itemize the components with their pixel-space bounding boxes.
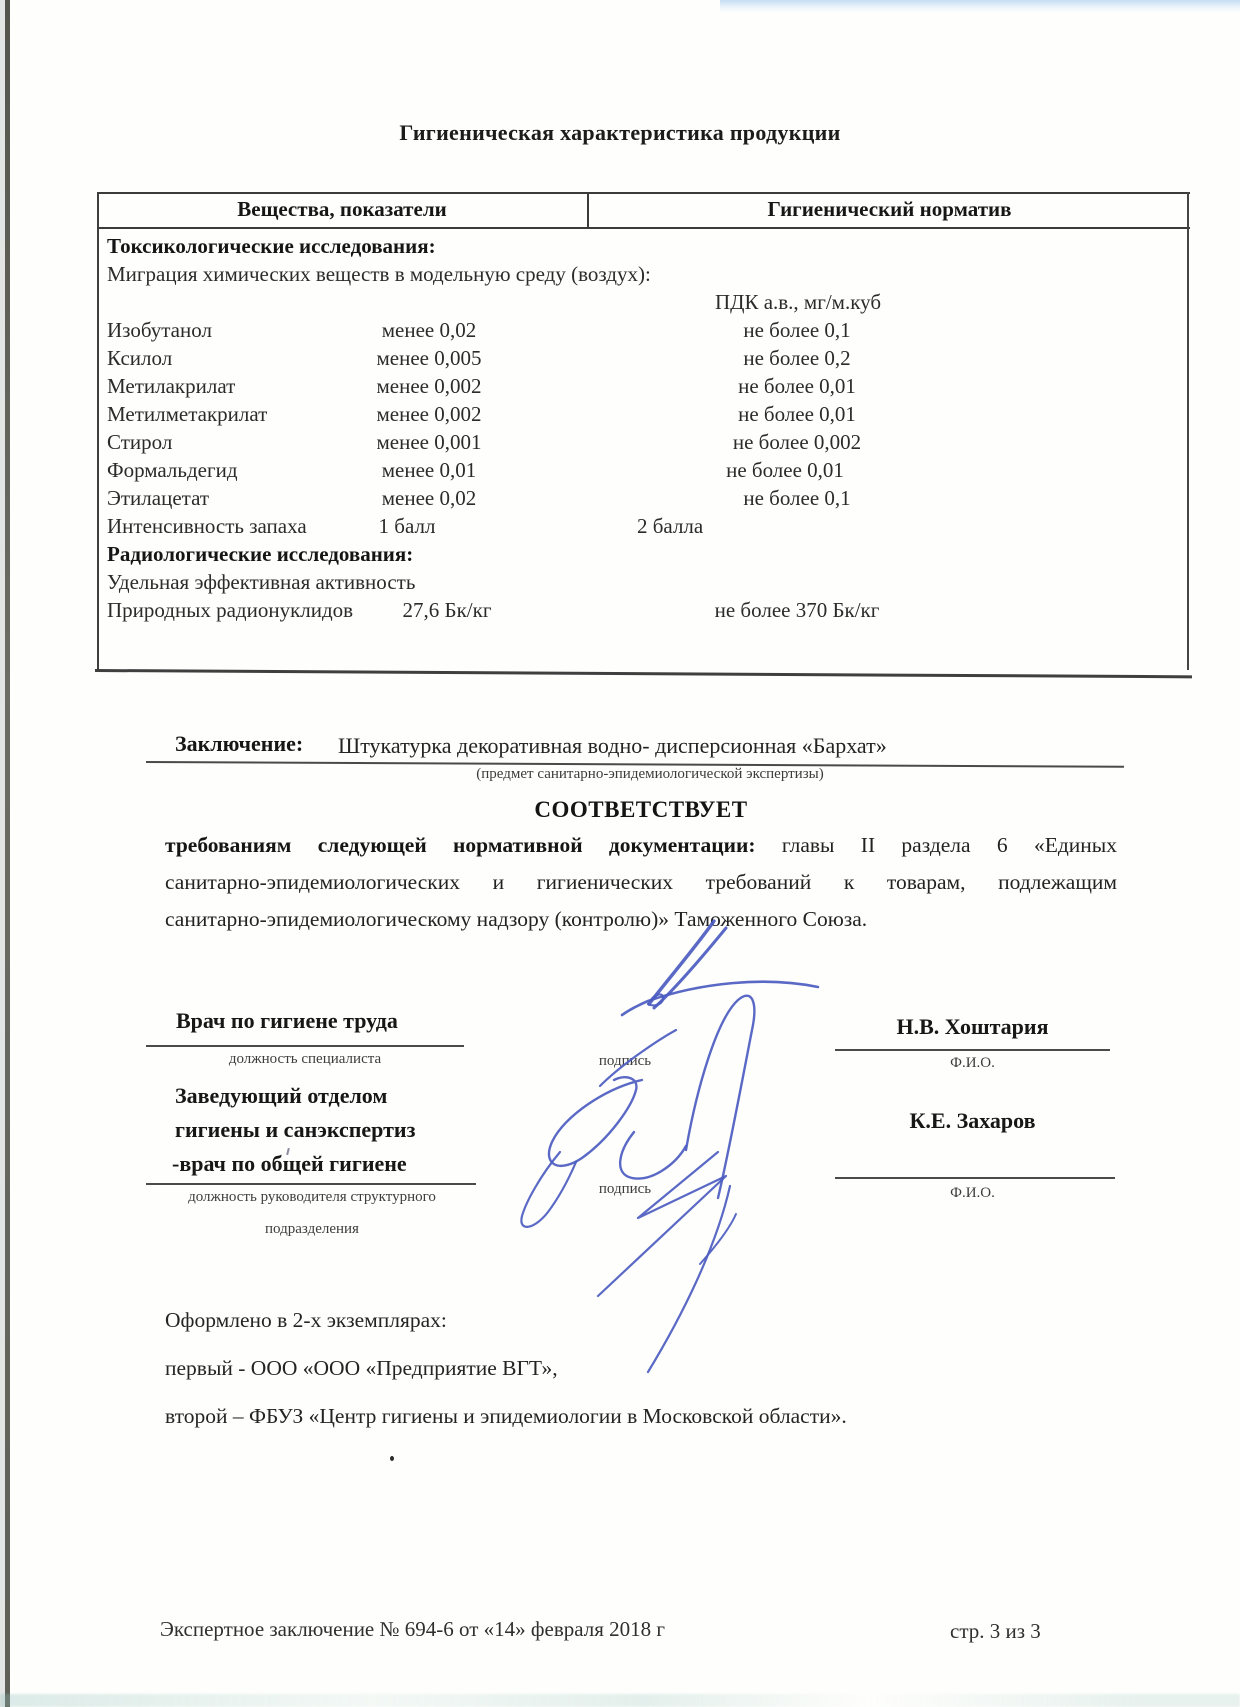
- row-substance: Метилметакрилат: [107, 402, 268, 426]
- conclusion-body-line2: санитарно-эпидемиологических и гигиенических требований к товарам, подлежащим: [165, 870, 1117, 894]
- row-norm: не более 0,002: [732, 430, 862, 454]
- signer2-position-note: должность руководителя структурного: [188, 1189, 436, 1205]
- row-value: менее 0,001: [376, 430, 482, 454]
- row-substance: Ксилол: [107, 346, 173, 370]
- copies-line2: первый - ООО «ООО «Предприятие ВГТ»,: [165, 1356, 558, 1380]
- footer-document-ref: Экспертное заключение № 694-6 от «14» февраля 2018 г: [160, 1617, 666, 1641]
- row-substance: Изобутанол: [107, 318, 212, 342]
- row-norm: не более 0,01: [726, 458, 844, 482]
- scan-edge-left-dark: [5, 0, 10, 1707]
- row-substance: Интенсивность запаха: [107, 514, 307, 538]
- signer1-position-note: должность специалиста: [228, 1051, 382, 1067]
- scan-edge-top: [720, 0, 1240, 13]
- row-value: менее 0,002: [376, 374, 482, 398]
- table-border-right: [1187, 192, 1189, 670]
- row-value: 1 балл: [378, 514, 436, 538]
- row-value: менее 0,02: [381, 486, 477, 510]
- table-border-bottom: [95, 669, 1192, 678]
- row-norm: не более 370 Бк/кг: [714, 598, 880, 622]
- row-value: 27,6 Бк/кг: [402, 598, 492, 622]
- table-border-left: [97, 192, 99, 670]
- row-norm: не более 0,01: [738, 374, 856, 398]
- signature-zakharov-ink: [521, 996, 754, 1372]
- conclusion-subject-note: (предмет санитарно-эпидемиологической экспертизы): [476, 766, 824, 782]
- row-norm: не более 0,2: [743, 346, 851, 370]
- section-radiology: Радиологические исследования:: [107, 542, 414, 566]
- row-norm: не более 0,1: [743, 318, 851, 342]
- row-norm: не более 0,01: [738, 402, 856, 426]
- row-value: менее 0,005: [376, 346, 482, 370]
- signature-khoshtaria-ink: [622, 921, 818, 1015]
- row-substance: Формальдегид: [107, 458, 238, 482]
- signer2-position-line2: гигиены и санэкспертиз: [175, 1117, 416, 1142]
- conclusion-verdict: СООТВЕТСТВУЕТ: [534, 797, 748, 822]
- signer1-sign-note: подпись: [598, 1053, 652, 1069]
- unit-header: ПДК а.в., мг/м.куб: [714, 290, 882, 314]
- row-substance: Стирол: [107, 430, 173, 454]
- signer2-name: К.Е. Захаров: [909, 1108, 1036, 1133]
- copies-line1: Оформлено в 2-х экземплярах:: [165, 1308, 447, 1332]
- signatures-ink-overlay: [480, 820, 900, 1400]
- row-value: менее 0,01: [381, 458, 477, 482]
- hygiene-table: [97, 192, 1190, 674]
- table-header-standard: Гигиенический норматив: [767, 197, 1012, 221]
- row-norm: 2 балла: [637, 514, 704, 538]
- row-value: менее 0,002: [376, 402, 482, 426]
- signer1-position-underline: [146, 1045, 464, 1047]
- signer2-position-line3: -врач по общей гигиене: [172, 1151, 407, 1176]
- conclusion-subject: Штукатурка декоративная водно- дисперсионная «Бархат»: [338, 733, 887, 758]
- section-toxicology: Токсикологические исследования:: [107, 234, 436, 258]
- scan-edge-bottom: [0, 1694, 1240, 1707]
- row-norm: не более 0,1: [743, 486, 851, 510]
- signer2-position-underline: [146, 1183, 476, 1185]
- copies-line3: второй – ФБУЗ «Центр гигиены и эпидемиологии в Московской области».: [165, 1404, 847, 1428]
- conclusion-body-lead: требованиям следующей нормативной документации:: [165, 833, 756, 857]
- conclusion-body-line3: санитарно-эпидемиологическому надзору (контролю)» Таможенного Союза.: [165, 907, 868, 931]
- signer1-name-note: Ф.И.О.: [950, 1055, 995, 1071]
- conclusion-label: Заключение:: [175, 731, 304, 756]
- table-header-substances: Вещества, показатели: [97, 194, 589, 227]
- row-value: менее 0,02: [381, 318, 477, 342]
- table-header-row: [97, 192, 1190, 229]
- row-substance: Природных радионуклидов: [107, 598, 354, 622]
- signer1-position: Врач по гигиене труда: [176, 1008, 398, 1033]
- signer2-name-note: Ф.И.О.: [950, 1185, 995, 1201]
- scan-speck: [390, 1456, 394, 1461]
- row-substance: Метилакрилат: [107, 374, 236, 398]
- footer-page-number: стр. 3 из 3: [950, 1619, 1041, 1643]
- signer2-sign-note: подпись: [598, 1181, 652, 1197]
- radiology-activity-label: Удельная эффективная активность: [107, 570, 416, 594]
- migration-line: Миграция химических веществ в модельную среду (воздух):: [107, 262, 651, 286]
- document-title: Гигиеническая характеристика продукции: [399, 120, 841, 145]
- signer2-position-note2: подразделения: [265, 1221, 359, 1237]
- signer1-name: Н.В. Хоштария: [896, 1014, 1049, 1039]
- signer2-position-line1: Заведующий отделом: [175, 1083, 388, 1108]
- row-substance: Этилацетат: [107, 486, 210, 510]
- conclusion-body-line1-rest: главы II раздела 6 «Единых: [755, 833, 1117, 857]
